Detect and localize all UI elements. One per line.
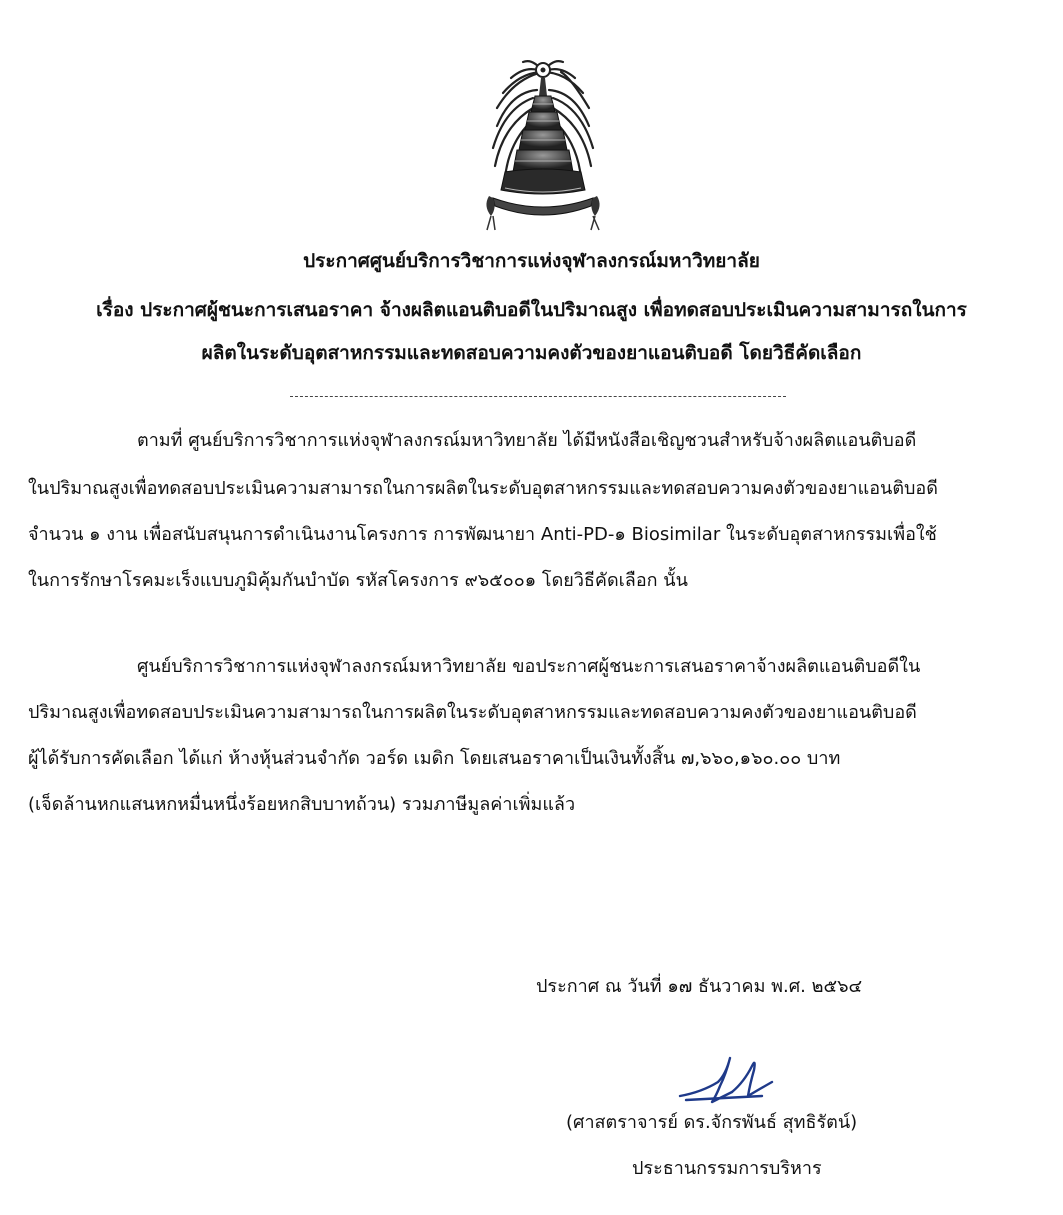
- paragraph-2-line-3: ผู้ได้รับการคัดเลือก ได้แก่ ห้างหุ้นส่วนจำกัด วอร์ด เมดิก โดยเสนอราคาเป็นเงินทั้งสิ้น ๗,๖๖๐,๑๖๐.๐๐ บาท: [28, 748, 841, 769]
- paragraph-2-line-2: ปริมาณสูงเพื่อทดสอบประเมินความสามารถในการผลิตในระดับอุตสาหกรรมและทดสอบความคงตัวของยาแอนติบอดี: [28, 702, 917, 723]
- paragraph-1-line-1: ตามที่ ศูนย์บริการวิชาการแห่งจุฬาลงกรณ์มหาวิทยาลัย ได้มีหนังสือเชิญชวนสำหรับจ้างผลิตแอนติบอดี: [137, 430, 917, 451]
- paragraph-2-line-4: (เจ็ดล้านหกแสนหกหมื่นหนึ่งร้อยหกสิบบาทถ้วน) รวมภาษีมูลค่าเพิ่มแล้ว: [28, 794, 576, 815]
- paragraph-1-line-4: ในการรักษาโรคมะเร็งแบบภูมิคุ้มกันบำบัด รหัสโครงการ ๙๖๕๐๐๑ โดยวิธีคัดเลือก นั้น: [28, 570, 688, 591]
- subject-line-1: เรื่อง ประกาศผู้ชนะการเสนอราคา จ้างผลิตแอนติบอดีในปริมาณสูง เพื่อทดสอบประเมินความสามารถในการ: [96, 299, 967, 321]
- announcement-title: ประกาศศูนย์บริการวิชาการแห่งจุฬาลงกรณ์มหาวิทยาลัย: [303, 250, 760, 272]
- divider-line: [290, 396, 786, 397]
- paragraph-1-line-3: จำนวน ๑ งาน เพื่อสนับสนุนการดำเนินงานโครงการ การพัฒนายา Anti-PD-๑ Biosimilar ในระดับอุตสาหกรรมเพื่อใช้: [28, 524, 937, 545]
- paragraph-1-line-2: ในปริมาณสูงเพื่อทดสอบประเมินความสามารถในการผลิตในระดับอุตสาหกรรมและทดสอบความคงตัวของยาแอนติบอดี: [28, 478, 938, 499]
- paragraph-2-line-1: ศูนย์บริการวิชาการแห่งจุฬาลงกรณ์มหาวิทยาลัย ขอประกาศผู้ชนะการเสนอราคาจ้างผลิตแอนติบอดีใน: [137, 656, 921, 677]
- signatory-title: ประธานกรรมการบริหาร: [632, 1158, 822, 1179]
- announcement-date: ประกาศ ณ วันที่ ๑๗ ธันวาคม พ.ศ. ๒๕๖๔: [536, 976, 863, 997]
- handwritten-signature-icon: [672, 1052, 792, 1112]
- phra-kiao-emblem-icon: [475, 38, 611, 238]
- subject-line-2: ผลิตในระดับอุตสาหกรรมและทดสอบความคงตัวของยาแอนติบอดี โดยวิธีคัดเลือก: [201, 342, 862, 364]
- signatory-name: (ศาสตราจารย์ ดร.จักรพันธ์ สุทธิรัตน์): [566, 1112, 858, 1133]
